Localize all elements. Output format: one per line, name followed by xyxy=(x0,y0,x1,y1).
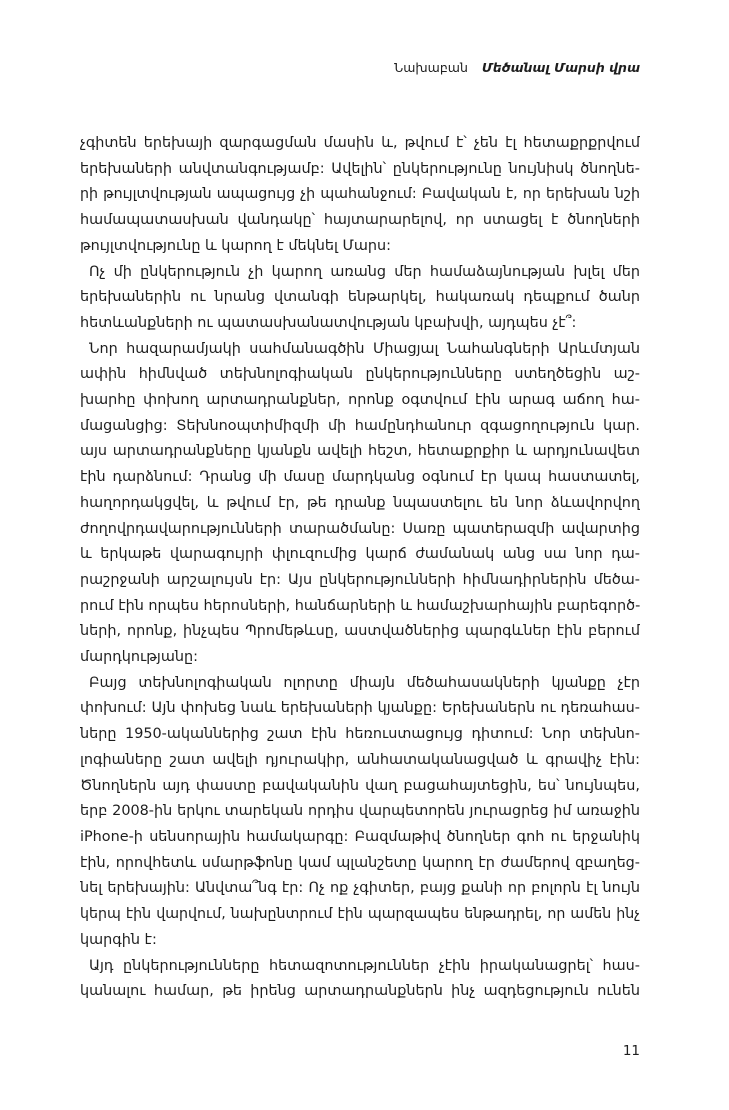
text-line: Այդ ընկերությունները հետազոտություններ չէին իրականացրել՝ հաս- xyxy=(89,957,640,974)
text-line: կանալու համար, թե իրենց արտադրանքներն ինչ ազդեցություն ունեն xyxy=(80,983,640,1000)
text-line: մարդկությանը: xyxy=(80,649,198,666)
text-line: Ոչ մի ընկերություն չի կարող առանց մեր համաձայնության խլել մեր xyxy=(89,263,640,280)
text-line: Բայց տեխնոլոգիական ոլորտը միայն մեծահասակների կյանքը չէր xyxy=(89,674,640,691)
text-line: ժողովրդավարությունների տարածմանը: Սառը պատերազմի ավարտից xyxy=(80,520,640,537)
text-line: էին դարձնում: Դրանց մի մասը մարդկանց օգնում էր կապ հաստատել, xyxy=(80,469,640,486)
text-line: ների, որոնք, ինչպես Պրոմեթևսը, աստվածներից պարգևներ էին բերում xyxy=(80,623,640,640)
text-line: րում էին որպես հերոսների, հանճարների և համաշխարհային բարեգործ- xyxy=(80,597,640,614)
text-line: iPhone-ի սենսորային համակարգը: Բազմաթիվ ծնողներ գոհ ու երջանիկ xyxy=(80,828,640,845)
text-line: երբ 2008-ին երկու տարեկան որդիս վարպետորեն յուրացրեց իմ առաջին xyxy=(80,803,640,820)
running-head xyxy=(80,60,640,75)
text-line: և երկաթե վարագույրի փլուզումից կարճ ժամանակ անց սա նոր դա- xyxy=(80,546,640,563)
text-line: երեխաներին ու նրանց վտանգի ենթարկել, հակառակ դեպքում ծանր xyxy=(80,289,640,306)
text-line: Ծնողներն այդ փաստը բավականին վաղ բացահայտեցին, ես՝ նույնպես, xyxy=(80,777,640,794)
text-line: այս արտադրանքները կյանքն ավելի հեշտ, հետաքրքիր և արդյունավետ xyxy=(80,443,640,460)
text-line: ափին հիմնված տեխնոլոգիական ընկերությունները ստեղծեցին աշ- xyxy=(80,366,640,383)
page-number: 11 xyxy=(622,1043,640,1059)
text-line: ները 1950-ականներից շատ էին հեռուստացույց դիտում: Նոր տեխնո- xyxy=(80,726,640,743)
running-head-section: Նախաբան xyxy=(394,60,468,75)
text-line: լոգիաները շատ ավելի դյուրակիր, անհատականացված և գրավիչ էին: xyxy=(80,751,640,768)
text-line: երեխաների անվտանգությամբ: Ավելին՝ ընկերությունը նույնիսկ ծնողնե- xyxy=(80,160,640,177)
text-line: խարհը փոխող արտադրանքներ, որոնք օգտվում էին արագ աճող հա- xyxy=(80,392,640,409)
text-line: էին, որովհետև սմարթֆոնը կամ պլանշետը կարող էր ժամերով զբաղեց- xyxy=(80,854,640,871)
text-line: թույլտվությունը և կարող է մեկնել Մարս: xyxy=(80,237,391,254)
text-line: Նոր հազարամյակի սահմանագծին Միացյալ Նահանգների Արևմտյան xyxy=(89,340,640,357)
text-line: րի թույլտվության ապացույց չի պահանջում: Բավական է, որ երեխան նշի xyxy=(80,186,640,203)
text-line: չգիտեն երեխայի զարգացման մասին և, թվում է՝ չեն էլ հետաքրքրվում xyxy=(80,135,640,151)
text-line: փոխում: Այն փոխեց նաև երեխաների կյանքը: Երեխաներն ու դեռահաս- xyxy=(80,700,640,717)
text-line: համապատասխան վանդակը՝ հայտարարելով, որ ստացել է ծնողների xyxy=(80,212,640,229)
body-text xyxy=(80,131,640,1005)
text-line: րաշրջանի արշալույսն էր: Այս ընկերությունների հիմնադիրներին մեծա- xyxy=(80,571,640,588)
running-head-title: Մեծանալ Մարսի վրա xyxy=(481,60,640,75)
text-line: կարգին է: xyxy=(80,931,157,948)
text-line: նել երեխային: Անվտա՞նգ էր: Ոչ ոք չգիտեր, բայց քանի որ բոլորն էլ նույն xyxy=(80,880,640,897)
text-line: մացանցից: Տեխնոօպտիմիզմի մի համընդհանուր զգացողություն կար. xyxy=(80,417,640,434)
text-line: կերպ էին վարվում, նախընտրում էին պարզապես ենթադրել, որ ամեն ինչ xyxy=(80,906,640,923)
text-line: հետևանքների ու պատասխանատվության կբախվի, այդպես չէ՞: xyxy=(80,314,577,331)
text-line: հաղորդակցվել, և թվում էր, թե դրանք նպաստելու են նոր ձևավորվող xyxy=(80,494,640,511)
